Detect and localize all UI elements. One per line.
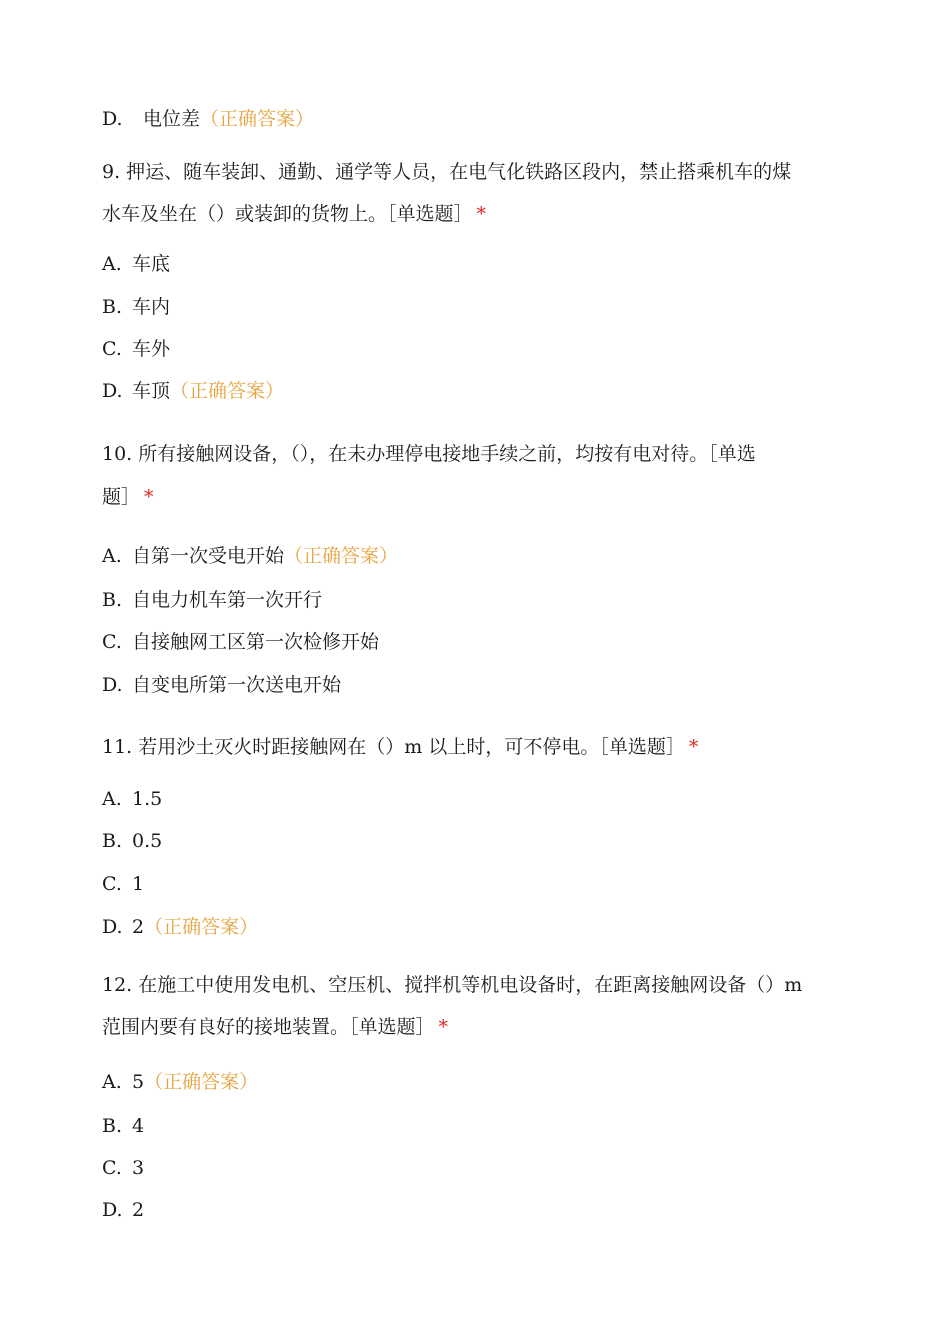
question-12-option-d: [102, 1198, 144, 1222]
option-letter: B.: [102, 1115, 123, 1137]
question-9-option-c: [102, 337, 170, 361]
question-12-line-2: [102, 1015, 448, 1039]
option-text: 车外: [132, 338, 171, 360]
question-10-option-a: [102, 544, 398, 568]
option-letter: D.: [102, 674, 123, 696]
correct-answer-mark: （正确答案）: [200, 108, 315, 130]
option-letter: D.: [102, 916, 123, 938]
question-11-option-b: [102, 829, 162, 853]
option-text: 0.5: [132, 830, 163, 852]
option-text: 自电力机车第一次开行: [132, 589, 323, 611]
question-11-option-d: [102, 915, 258, 939]
option-letter: A.: [102, 253, 122, 275]
question-10-option-b: [102, 588, 322, 612]
option-text: 自第一次受电开始: [132, 545, 285, 567]
option-text: 车内: [132, 296, 171, 318]
question-12-line-1: 12. 在施工中使用发电机、空压机、搅拌机等机电设备时，在距离接触网设备（）m: [102, 974, 803, 996]
question-12-option-b: [102, 1114, 144, 1138]
option-text: 车底: [132, 253, 171, 275]
question-12-text: 范围内要有良好的接地装置。［单选题］: [102, 1016, 435, 1038]
option-text: 电位差: [143, 108, 201, 130]
question-9-line-2: [102, 202, 486, 226]
question-11-line-1: [102, 735, 698, 759]
option-text: 自接触网工区第一次检修开始: [132, 631, 380, 653]
correct-answer-mark: （正确答案）: [284, 545, 399, 567]
option-letter: A.: [102, 788, 122, 810]
question-10-option-c: [102, 630, 379, 654]
question-9-option-b: [102, 295, 170, 319]
question-10-text: 题］: [102, 486, 141, 508]
option-letter: B.: [102, 830, 123, 852]
option-text: 车顶: [132, 380, 171, 402]
question-9-text: 水车及坐在（）或装卸的货物上。［单选题］: [102, 203, 473, 225]
question-11-option-a: [102, 787, 162, 811]
option-letter: A.: [102, 1071, 122, 1093]
option-text: 1: [132, 873, 145, 895]
option-text: 4: [132, 1115, 145, 1137]
option-letter: D.: [102, 1199, 123, 1221]
option-text: 3: [132, 1157, 145, 1179]
correct-answer-mark: （正确答案）: [144, 1071, 259, 1093]
option-d-prev: [102, 107, 314, 131]
correct-answer-mark: （正确答案）: [144, 916, 259, 938]
question-11-option-c: [102, 872, 144, 896]
required-mark: *: [144, 486, 154, 508]
option-letter: D.: [102, 108, 123, 130]
option-letter: A.: [102, 545, 122, 567]
question-12-option-a: [102, 1070, 258, 1094]
option-letter: B.: [102, 296, 123, 318]
required-mark: *: [438, 1016, 449, 1038]
option-letter: B.: [102, 589, 123, 611]
option-text: 5: [132, 1071, 145, 1093]
option-letter: C.: [102, 1157, 122, 1179]
question-12-option-c: [102, 1156, 144, 1180]
required-mark: *: [688, 736, 699, 758]
option-letter: C.: [102, 873, 122, 895]
option-text: 1.5: [132, 788, 163, 810]
question-10-option-d: [102, 673, 341, 697]
question-10-line-1: 10. 所有接触网设备，（），在未办理停电接地手续之前，均按有电对待。［单选: [102, 443, 756, 465]
option-letter: C.: [102, 338, 122, 360]
option-letter: D.: [102, 380, 123, 402]
option-text: 2: [132, 1199, 145, 1221]
option-text: 2: [132, 916, 145, 938]
correct-answer-mark: （正确答案）: [170, 380, 285, 402]
question-9-option-d: [102, 379, 284, 403]
option-letter: C.: [102, 631, 122, 653]
question-9-line-1: 9. 押运、随车装卸、通勤、通学等人员，在电气化铁路区段内，禁止搭乘机车的煤: [102, 161, 792, 183]
question-10-line-2: [102, 485, 154, 509]
option-text: 自变电所第一次送电开始: [132, 674, 342, 696]
question-11-text: 11. 若用沙土灭火时距接触网在（）m 以上时，可不停电。［单选题］: [102, 736, 685, 758]
required-mark: *: [476, 203, 487, 225]
question-9-option-a: [102, 252, 170, 276]
